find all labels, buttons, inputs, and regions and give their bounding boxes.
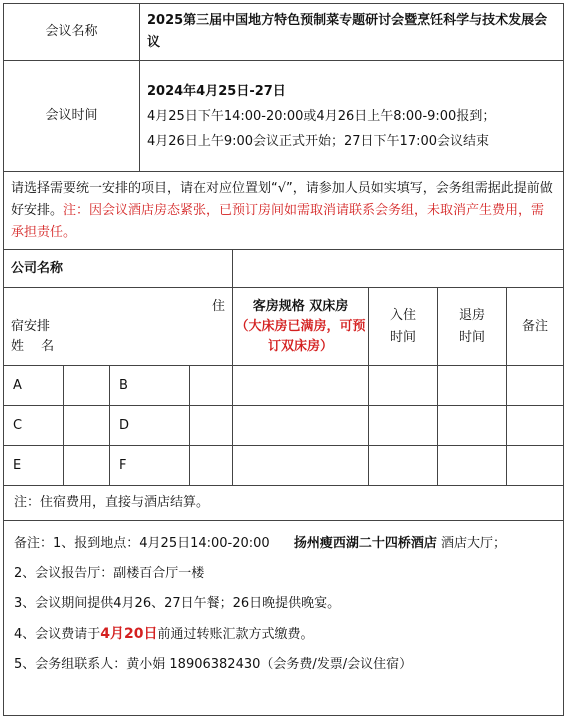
meeting-dates: 2024年4月25日-27日 — [147, 83, 286, 99]
note-item-4-suffix: 前通过转账汇款方式缴费。 — [157, 627, 314, 642]
meeting-checkin-times: 4月25日下午14:00-20:00或4月26日上午8:00-9:00报到； — [147, 108, 496, 124]
lodging-header-name: 姓 名 — [11, 338, 55, 354]
guest-label-e: E — [4, 446, 64, 486]
guest-name-e[interactable] — [64, 446, 110, 486]
checkin-cell[interactable] — [369, 366, 438, 406]
note-item-5: 5、会务组联系人：黄小娟 18906382430（会务费/发票/会议住宿） — [14, 657, 413, 672]
remark-cell[interactable] — [507, 446, 564, 486]
remark-cell[interactable] — [507, 406, 564, 446]
meeting-time-label: 会议时间 — [4, 61, 140, 172]
lodging-header-top: 住 — [211, 298, 225, 314]
meeting-time-value — [140, 61, 564, 172]
guest-label-b: B — [110, 366, 190, 406]
guest-name-a[interactable] — [64, 366, 110, 406]
note-item-1 — [14, 529, 553, 559]
note-item-4-prefix: 4、会议费请于 — [14, 627, 101, 642]
notes — [4, 521, 564, 716]
note-item-1-lobby: 酒店大厅； — [441, 536, 507, 551]
company-name-label: 公司名称 — [4, 250, 233, 288]
remark-header: 备注 — [507, 288, 564, 366]
lodging-header-mid: 宿安排 — [11, 318, 51, 334]
note-item-1-time: 备注：1、报到地点：4月25日14:00-20:00 — [14, 536, 270, 551]
checkout-cell[interactable] — [438, 446, 507, 486]
checkin-cell[interactable] — [369, 446, 438, 486]
guest-label-c: C — [4, 406, 64, 446]
room-type-label: 客房规格 双床房 — [252, 298, 349, 314]
guest-name-d[interactable] — [190, 406, 233, 446]
room-type-header — [233, 288, 369, 366]
company-name-field[interactable] — [233, 250, 564, 288]
guest-name-c[interactable] — [64, 406, 110, 446]
instructions — [4, 172, 564, 250]
room-type-cell[interactable] — [233, 406, 369, 446]
guest-label-f: F — [110, 446, 190, 486]
guest-name-b[interactable] — [190, 366, 233, 406]
note-item-3: 3、会议期间提供4月26、27日午餐；26日晚提供晚宴。 — [14, 596, 341, 611]
guest-label-a: A — [4, 366, 64, 406]
meeting-name-value: 2025第三届中国地方特色预制菜专题研讨会暨烹饪科学与技术发展会议 — [140, 4, 564, 61]
lodging-row — [4, 366, 564, 406]
room-type-cell[interactable] — [233, 446, 369, 486]
lodging-row — [4, 406, 564, 446]
instructions-warning: 注：因会议酒店房态紧张，已预订房间如需取消请联系会务组，未取消产生费用，需承担责任。 — [11, 202, 545, 240]
meeting-name-label: 会议名称 — [4, 4, 140, 61]
checkin-header: 入住时间 — [369, 288, 438, 366]
instructions-text: 请选择需要统一安排的项目，请在对应位置划“√”，请参加人员如实填写，会务组需据此提前做好安排。 — [11, 180, 553, 218]
note-item-1-hotel: 扬州瘦西湖二十四桥酒店 — [293, 536, 437, 551]
room-type-cell[interactable] — [233, 366, 369, 406]
checkin-cell[interactable] — [369, 406, 438, 446]
fee-note: 注：住宿费用，直接与酒店结算。 — [4, 486, 564, 521]
lodging-row — [4, 446, 564, 486]
lodging-header — [4, 288, 233, 366]
note-item-2: 2、会议报告厅：副楼百合厅一楼 — [14, 566, 205, 581]
guest-name-f[interactable] — [190, 446, 233, 486]
note-item-4 — [14, 619, 553, 650]
room-type-note: （大床房已满房，可预订双床房） — [235, 318, 366, 354]
meeting-session-times: 4月26日上午9:00会议正式开始；27日下午17:00会议结束 — [147, 133, 490, 149]
remark-cell[interactable] — [507, 366, 564, 406]
payment-deadline: 4月20日 — [100, 626, 158, 642]
checkout-cell[interactable] — [438, 406, 507, 446]
guest-label-d: D — [110, 406, 190, 446]
checkout-header: 退房时间 — [438, 288, 507, 366]
registration-form-table — [3, 3, 564, 716]
checkout-cell[interactable] — [438, 366, 507, 406]
